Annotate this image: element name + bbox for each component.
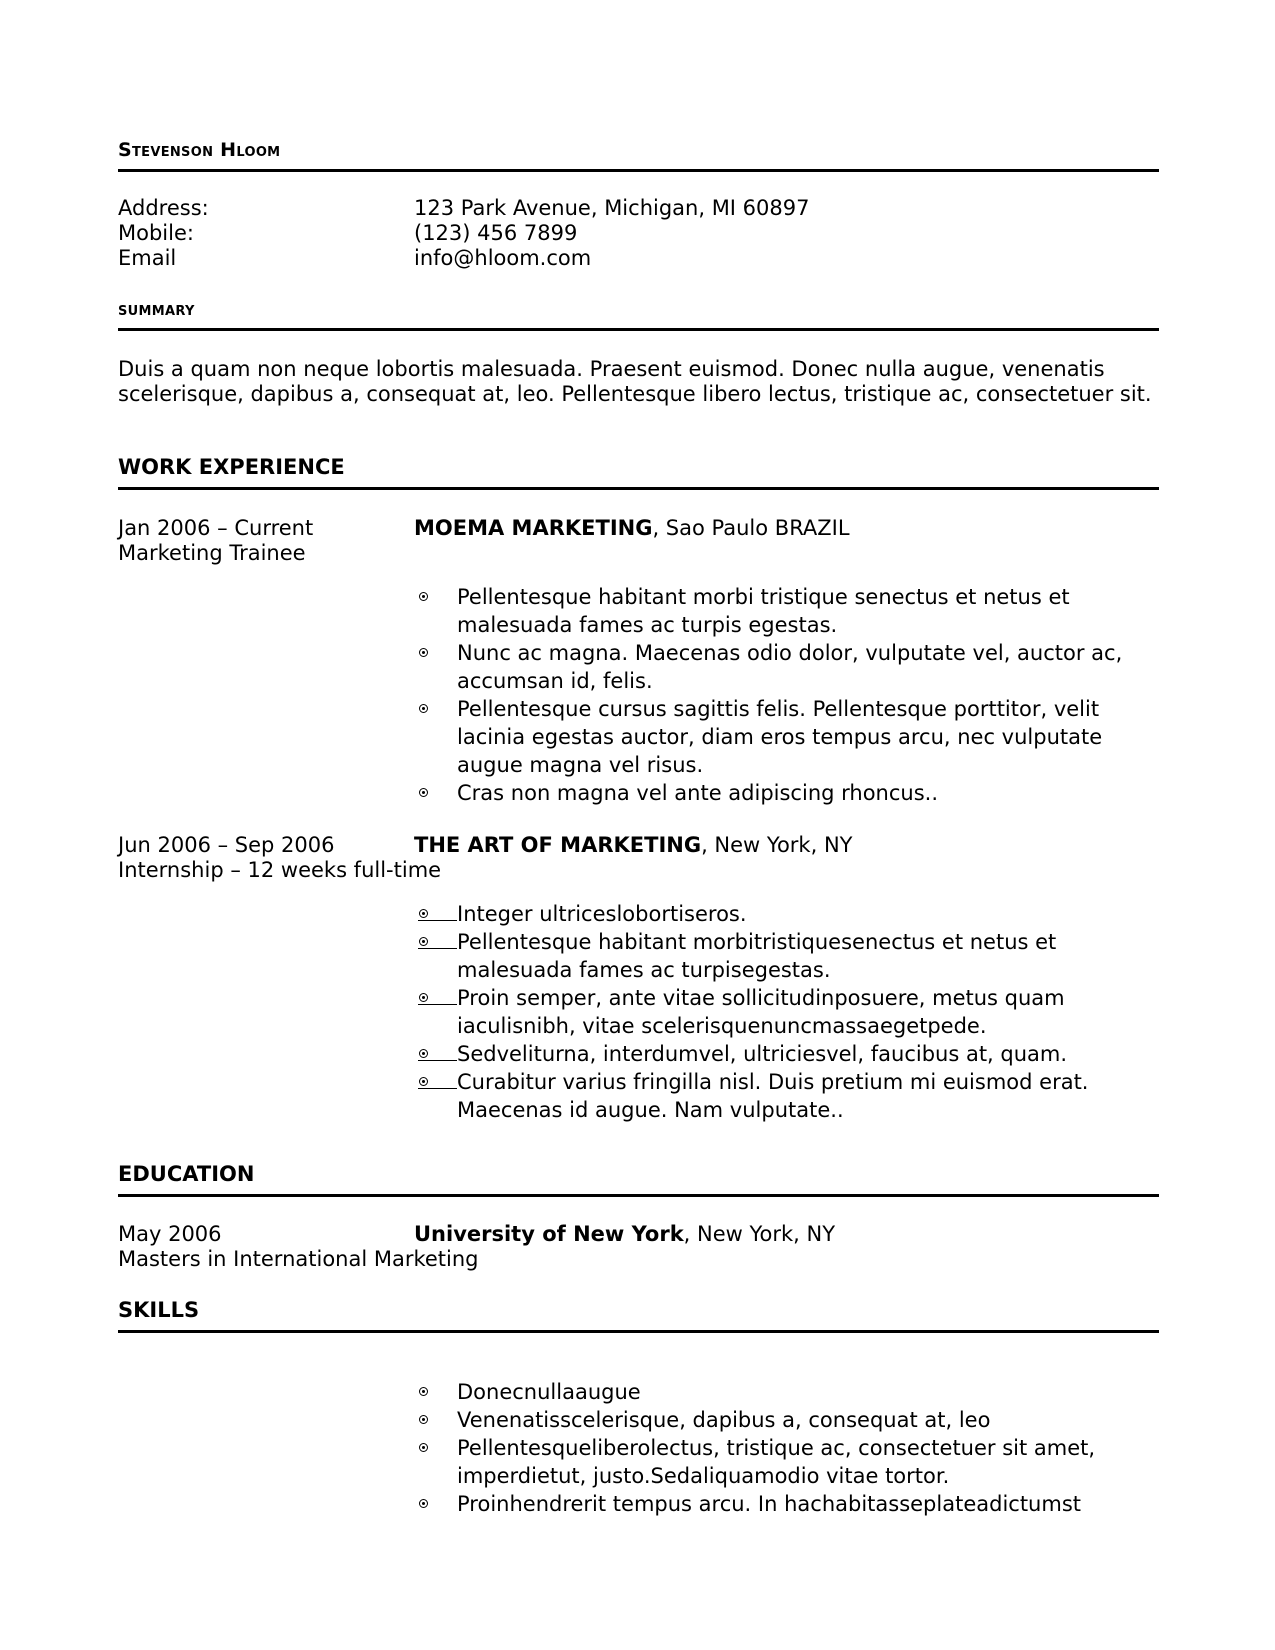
skill-text: Pellentesqueliberolectus, tristique ac, consectetuer sit amet, imperdietut, justo.Sedaliquamodio vitae tortor.	[457, 1436, 1096, 1488]
job-bullet-list	[418, 900, 1148, 1124]
bullet-text: Pellentesque habitant morbitristiquesenectus et netus et malesuada fames ac turpisegestas.	[457, 930, 1057, 982]
list-item	[418, 1068, 1148, 1124]
bullet-text: Proin semper, ante vitae sollicitudinposuere, metus quam iaculisnibh, vitae scelerisquenuncmassaegetpede.	[457, 986, 1065, 1038]
mobile-value: (123) 456 7899	[414, 221, 578, 245]
job-title: Internship – 12 weeks full-time	[118, 858, 442, 882]
bullet-icon	[419, 788, 428, 797]
list-item	[418, 583, 1148, 639]
bullet-text: Nunc ac magna. Maecenas odio dolor, vulputate vel, auctor ac, accumsan id, felis.	[457, 641, 1123, 693]
job-dates: Jan 2006 – Current	[118, 516, 314, 540]
work-experience-divider	[118, 487, 1159, 490]
employer-location: , New York, NY	[701, 833, 853, 857]
bullet-icon	[419, 704, 428, 713]
bullet-icon	[419, 1387, 428, 1396]
bullet-text: Integer ultriceslobortiseros.	[457, 902, 747, 926]
bullet-icon	[419, 1499, 428, 1508]
work-experience-heading: WORK EXPERIENCE	[118, 455, 345, 479]
bullet-icon	[419, 648, 428, 657]
bullet-icon	[419, 1049, 428, 1058]
summary-divider	[118, 328, 1159, 331]
bullet-icon	[419, 993, 428, 1002]
list-item	[418, 639, 1148, 695]
bullet-text: Curabitur varius fringilla nisl. Duis pretium mi euismod erat. Maecenas id augue. Nam vulputate..	[457, 1070, 1089, 1122]
bullet-text: Cras non magna vel ante adipiscing rhoncus..	[457, 781, 939, 805]
job-dates: Jun 2006 – Sep 2006	[118, 833, 335, 857]
list-item	[418, 1378, 1148, 1406]
list-item	[418, 779, 1148, 807]
employer-name: THE ART OF MARKETING	[414, 833, 702, 857]
bullet-icon	[419, 1443, 428, 1452]
address-label: Address:	[118, 196, 209, 220]
skills-list	[418, 1378, 1148, 1518]
skills-divider	[118, 1330, 1159, 1333]
education-heading: EDUCATION	[118, 1162, 255, 1186]
skill-text: Venenatisscelerisque, dapibus a, consequat at, leo	[457, 1408, 991, 1432]
resume-name: Stevenson Hloom	[118, 139, 281, 161]
list-item	[418, 1040, 1148, 1068]
email-label: Email	[118, 246, 177, 270]
list-item	[418, 1434, 1148, 1490]
bullet-text: Pellentesque cursus sagittis felis. Pellentesque porttitor, velit lacinia egestas auctor, diam eros tempus arcu, nec vulputate augue magna vel risus.	[457, 697, 1103, 777]
bullet-icon	[419, 937, 428, 946]
bullet-icon	[419, 1415, 428, 1424]
address-value: 123 Park Avenue, Michigan, MI 60897	[414, 196, 810, 220]
email-value: info@hloom.com	[414, 246, 592, 270]
skill-text: Proinhendrerit tempus arcu. In hachabitasseplateadictumst	[457, 1492, 1082, 1516]
bullet-icon	[419, 909, 428, 918]
list-item	[418, 900, 1148, 928]
summary-heading: SUMMARY	[118, 304, 195, 319]
education-divider	[118, 1194, 1159, 1197]
education-school-line	[414, 1222, 835, 1247]
job-title: Marketing Trainee	[118, 541, 306, 565]
school-name: University of New York	[414, 1222, 684, 1246]
list-item	[418, 928, 1148, 984]
list-item	[418, 695, 1148, 779]
job-employer-line	[414, 516, 850, 541]
list-item	[418, 984, 1148, 1040]
bullet-icon	[419, 1077, 428, 1086]
school-location: , New York, NY	[683, 1222, 836, 1246]
skill-text: Donecnullaaugue	[457, 1380, 641, 1404]
education-degree: Masters in International Marketing	[118, 1247, 479, 1271]
header-divider	[118, 169, 1159, 172]
employer-name: MOEMA MARKETING	[414, 516, 653, 540]
employer-location: , Sao Paulo BRAZIL	[652, 516, 850, 540]
list-item	[418, 1490, 1148, 1518]
list-item	[418, 1406, 1148, 1434]
job-employer-line	[414, 833, 852, 858]
bullet-text: Pellentesque habitant morbi tristique senectus et netus et malesuada fames ac turpis egestas.	[457, 585, 1070, 637]
bullet-text: Sedveliturna, interdumvel, ultriciesvel, faucibus at, quam.	[457, 1042, 1068, 1066]
mobile-label: Mobile:	[118, 221, 194, 245]
bullet-icon	[419, 592, 428, 601]
summary-text: Duis a quam non neque lobortis malesuada. Praesent euismod. Donec nulla augue, venenatis scelerisque, dapibus a, consequat at, leo. Pellentesque libero lectus, tristique ac, consectetuer sit.	[118, 357, 1152, 406]
job-bullet-list	[418, 583, 1148, 807]
education-date: May 2006	[118, 1222, 222, 1246]
skills-heading: SKILLS	[118, 1298, 200, 1322]
